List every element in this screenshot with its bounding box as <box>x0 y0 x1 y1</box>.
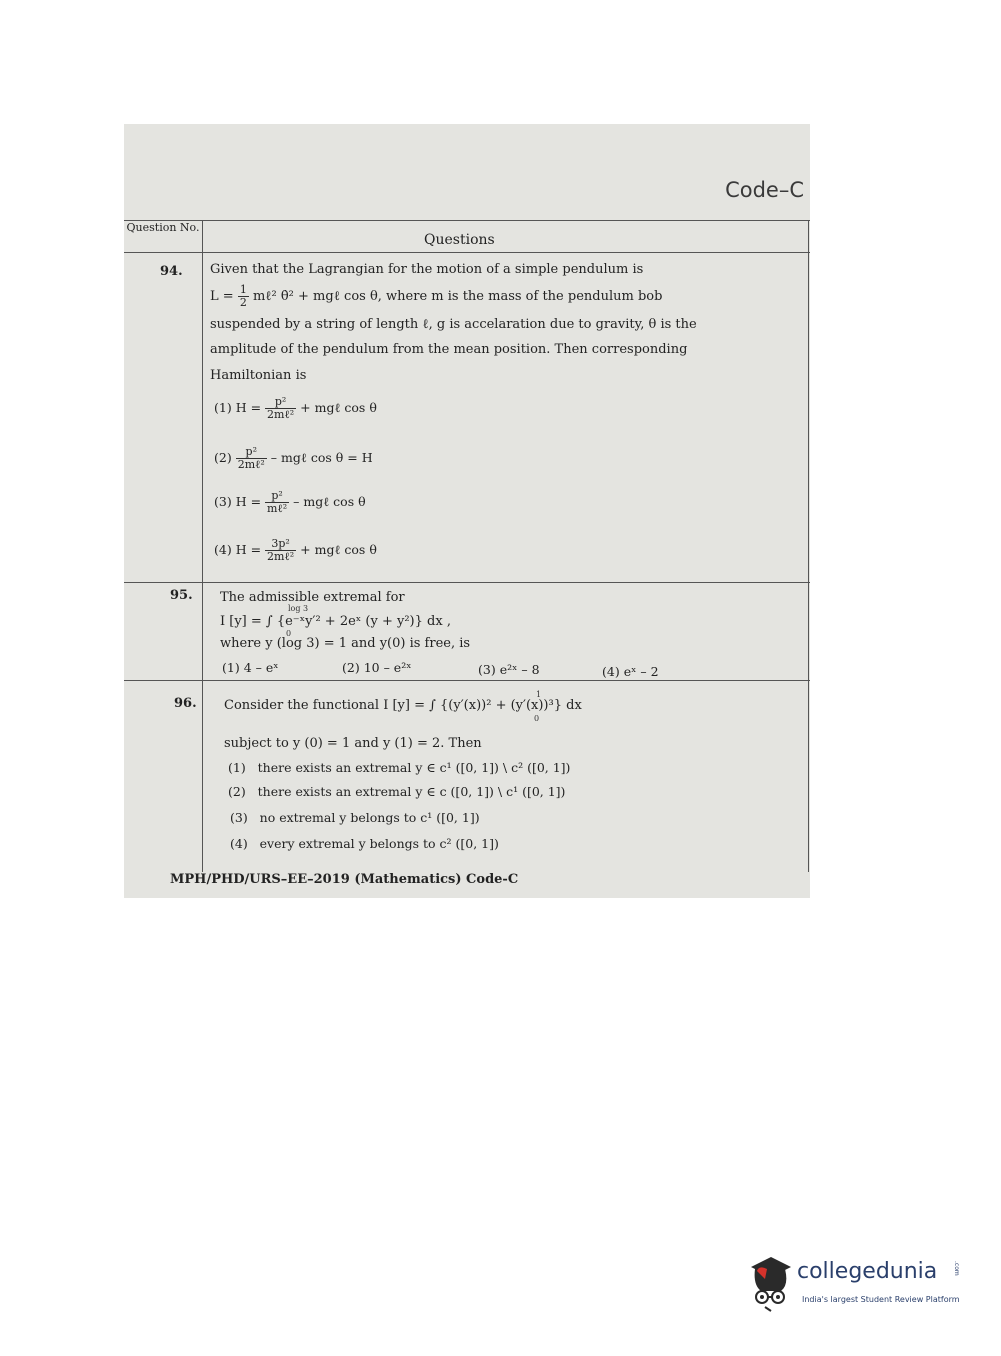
option-rest: + mgℓ cos θ <box>300 542 377 557</box>
fraction-numerator: p² <box>265 490 289 503</box>
option-2 <box>342 660 412 675</box>
brand-domain: .com <box>953 1261 960 1276</box>
option-rest: – mgℓ cos θ = H <box>270 450 373 465</box>
table-header-rule <box>124 252 810 253</box>
fraction-denominator: 2mℓ² <box>267 550 295 563</box>
lagrangian-line <box>210 284 662 309</box>
exam-page-photo <box>124 124 810 898</box>
option-fraction <box>265 396 296 421</box>
integral-upper-limit: log 3 <box>288 604 309 613</box>
option-rest: – mgℓ cos θ <box>293 494 366 509</box>
question-number: 96. <box>174 696 197 711</box>
fraction-denominator: mℓ² <box>267 502 288 515</box>
option-label: (3) <box>214 494 232 509</box>
row-divider-95-96 <box>124 680 810 681</box>
question-text-line: The admissible extremal for <box>220 590 405 605</box>
option-text: 10 – e²ˣ <box>363 660 412 675</box>
brand-logo <box>745 1255 975 1315</box>
option-fraction <box>236 446 267 471</box>
option-4 <box>230 836 499 851</box>
fraction-numerator: p² <box>236 446 267 459</box>
option-1 <box>222 660 279 675</box>
question-text-line: mℓ² θ̇² + mgℓ cos θ, where m is the mass of the pendulum bob <box>252 289 663 304</box>
option-label: (4) <box>602 664 620 679</box>
brand-name: collegedunia <box>797 1259 938 1284</box>
option-text: no extremal y belongs to c¹ ([0, 1]) <box>259 810 480 825</box>
option-label: (3) <box>478 662 496 677</box>
option-label: (2) <box>214 450 232 465</box>
option-text: e²ˣ – 8 <box>499 662 540 677</box>
option-3 <box>478 662 540 677</box>
option-1 <box>214 396 377 421</box>
option-label: (3) <box>230 810 248 825</box>
table-column-divider <box>202 220 203 872</box>
fraction-numerator: 3p² <box>265 538 296 551</box>
option-label: (1) <box>228 760 246 775</box>
fraction-denominator: 2mℓ² <box>237 458 265 471</box>
option-label: (1) <box>214 400 232 415</box>
question-text-line: subject to y (0) = 1 and y (1) = 2. Then <box>224 736 482 751</box>
question-text-line: Consider the functional I [y] = ∫ {(y′(x))² + (y′(x))³} dx <box>224 698 582 713</box>
option-label: (2) <box>228 784 246 799</box>
option-3 <box>230 810 480 825</box>
option-2 <box>228 784 565 799</box>
option-1 <box>228 760 570 775</box>
question-text-line: suspended by a string of length ℓ, g is accelaration due to gravity, θ is the <box>210 317 697 332</box>
option-4 <box>214 538 377 563</box>
option-label: (1) <box>222 660 240 675</box>
option-2 <box>214 446 373 471</box>
column-header-question-no: Question No. <box>126 221 200 234</box>
option-lhs: H = <box>235 542 262 557</box>
integral-lower-limit: 0 <box>286 629 292 638</box>
table-right-border <box>808 220 809 872</box>
fraction-denominator: 2mℓ² <box>267 408 295 421</box>
integral-lower-limit: 0 <box>534 714 540 723</box>
paper-code: Code–C <box>725 178 804 202</box>
table-top-rule <box>124 220 810 221</box>
question-number: 95. <box>170 588 193 603</box>
fraction-denominator: 2 <box>239 296 247 309</box>
question-text-line: amplitude of the pendulum from the mean position. Then corresponding <box>210 342 688 357</box>
question-text-line: Given that the Lagrangian for the motion of a simple pendulum is <box>210 262 644 277</box>
question-text-line: where y (log 3) = 1 and y(0) is free, is <box>220 636 471 651</box>
column-header-questions: Questions <box>424 232 495 248</box>
option-text: there exists an extremal y ∈ c ([0, 1]) \ c¹ ([0, 1]) <box>257 784 566 799</box>
paper-footer: MPH/PHD/URS–EE–2019 (Mathematics) Code-C <box>170 872 519 887</box>
question-number: 94. <box>160 264 183 279</box>
question-text-line: Hamiltonian is <box>210 368 307 383</box>
option-lhs: H = <box>235 494 262 509</box>
option-fraction <box>265 490 289 515</box>
graduate-mascot-icon <box>745 1255 795 1315</box>
option-text: eˣ – 2 <box>623 664 659 679</box>
fraction-numerator: p² <box>265 396 296 409</box>
option-rest: + mgℓ cos θ <box>300 400 377 415</box>
integral-upper-limit: 1 <box>536 690 542 699</box>
option-4 <box>602 664 659 679</box>
option-label: (2) <box>342 660 360 675</box>
option-text: every extremal y belongs to c² ([0, 1]) <box>259 836 499 851</box>
option-lhs: H = <box>235 400 262 415</box>
option-label: (4) <box>214 542 232 557</box>
option-text: 4 – eˣ <box>243 660 279 675</box>
option-text: there exists an extremal y ∈ c¹ ([0, 1]) \ c² ([0, 1]) <box>257 760 571 775</box>
option-3 <box>214 490 366 515</box>
option-label: (4) <box>230 836 248 851</box>
fraction-numerator: 1 <box>239 283 247 296</box>
half-fraction <box>238 284 249 309</box>
lagrangian-lhs: L = <box>210 289 234 304</box>
row-divider-94-95 <box>124 582 810 583</box>
brand-tagline: India's largest Student Review Platform <box>802 1295 960 1304</box>
question-text-line: I [y] = ∫ {e⁻ˣy′² + 2eˣ (y + y²)} dx , <box>220 614 451 629</box>
option-fraction <box>265 538 296 563</box>
